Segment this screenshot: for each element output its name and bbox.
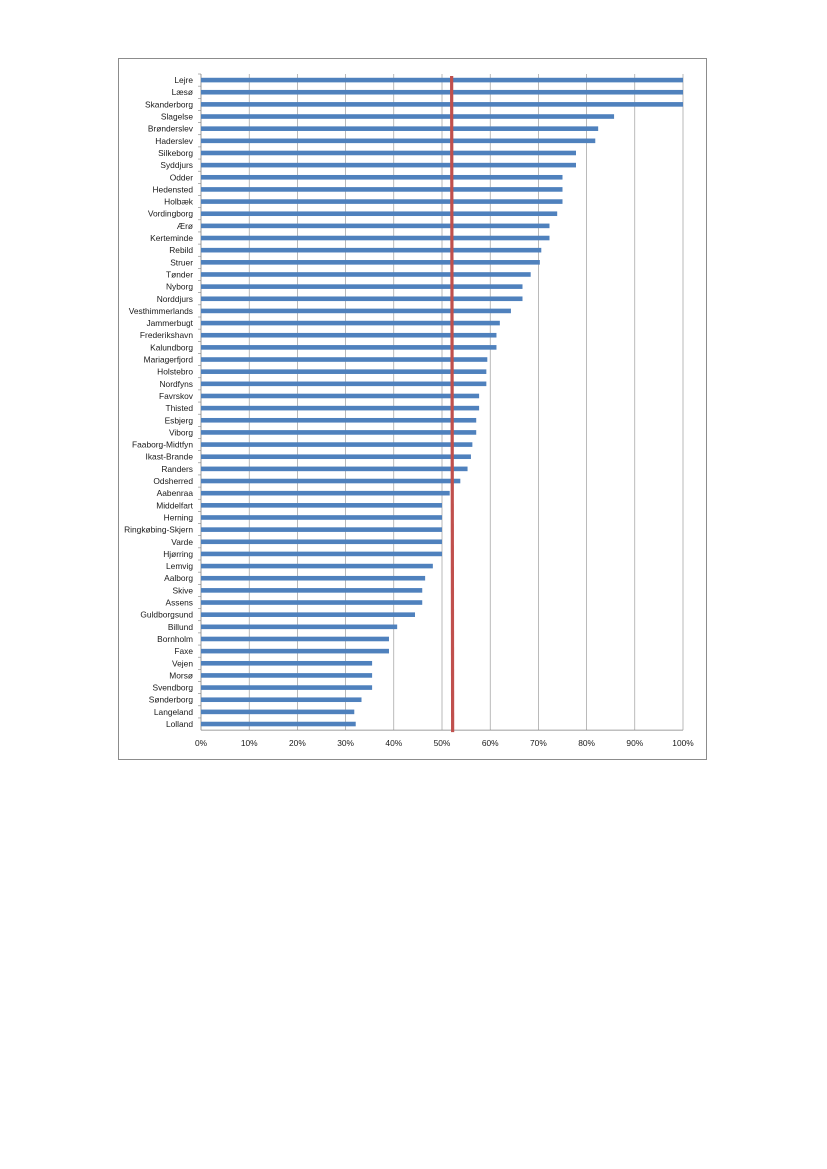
category-label: Silkeborg bbox=[158, 147, 193, 158]
category-label: Jammerbugt bbox=[146, 318, 193, 329]
category-label: Hedensted bbox=[152, 184, 193, 195]
category-label: Ringkøbing-Skjern bbox=[124, 524, 193, 535]
category-label: Middelfart bbox=[156, 500, 193, 511]
bar bbox=[201, 430, 476, 435]
bar bbox=[201, 685, 372, 690]
category-label: Kalundborg bbox=[150, 342, 193, 353]
bar bbox=[201, 151, 576, 156]
category-label: Vesthimmerlands bbox=[128, 305, 193, 316]
bar bbox=[201, 102, 683, 107]
bar bbox=[201, 260, 540, 265]
category-label: Aabenraa bbox=[156, 488, 193, 499]
reference-line bbox=[452, 76, 453, 732]
category-label: Lolland bbox=[165, 719, 193, 730]
x-tick-label: 20% bbox=[289, 738, 306, 749]
category-label: Guldborgsund bbox=[140, 609, 193, 620]
category-label: Odder bbox=[169, 172, 193, 183]
bar bbox=[201, 418, 476, 423]
x-tick-label: 60% bbox=[481, 738, 499, 749]
bar bbox=[201, 503, 442, 508]
bar bbox=[201, 588, 422, 593]
category-label: Lemvig bbox=[166, 561, 193, 572]
category-label: Vordingborg bbox=[147, 208, 193, 219]
bar bbox=[201, 296, 522, 301]
bar bbox=[201, 369, 486, 374]
bar bbox=[201, 576, 425, 581]
bar bbox=[201, 211, 557, 216]
bar bbox=[201, 710, 354, 715]
bar bbox=[201, 78, 683, 83]
category-label: Thisted bbox=[165, 403, 193, 414]
category-label: Mariagerfjord bbox=[143, 354, 193, 365]
bar-chart bbox=[119, 59, 706, 759]
bar bbox=[201, 199, 563, 204]
bar bbox=[201, 454, 471, 459]
x-tick-label: 0% bbox=[194, 738, 208, 749]
category-label: Bornholm bbox=[157, 633, 193, 644]
bar bbox=[201, 187, 563, 192]
category-label: Hjørring bbox=[163, 548, 193, 559]
category-label: Esbjerg bbox=[164, 415, 193, 426]
x-tick-label: 90% bbox=[626, 738, 644, 749]
bar bbox=[201, 673, 372, 678]
bar bbox=[201, 637, 389, 642]
category-label: Haderslev bbox=[155, 135, 193, 146]
bar bbox=[201, 248, 541, 253]
category-label: Herning bbox=[163, 512, 193, 523]
category-label: Morsø bbox=[169, 670, 193, 681]
x-tick-label: 30% bbox=[337, 738, 354, 749]
bar bbox=[201, 722, 356, 727]
bar bbox=[201, 442, 472, 447]
bar bbox=[201, 309, 511, 314]
category-label: Nyborg bbox=[166, 281, 193, 292]
category-label: Sønderborg bbox=[148, 694, 193, 705]
bar bbox=[201, 612, 415, 617]
bar bbox=[201, 272, 531, 277]
bar bbox=[201, 527, 442, 532]
bar bbox=[201, 539, 442, 544]
bar bbox=[201, 515, 442, 520]
bar bbox=[201, 321, 500, 326]
bar bbox=[201, 163, 576, 168]
category-label: Odsherred bbox=[153, 476, 193, 487]
category-label: Rebild bbox=[169, 245, 193, 256]
bar bbox=[201, 236, 549, 241]
category-label: Langeland bbox=[153, 706, 193, 717]
category-label: Skanderborg bbox=[145, 99, 193, 110]
bar bbox=[201, 284, 522, 289]
category-label: Skive bbox=[172, 585, 193, 596]
bar bbox=[201, 661, 372, 666]
category-label: Ærø bbox=[176, 220, 193, 231]
category-label: Læsø bbox=[171, 87, 193, 98]
category-label: Faxe bbox=[174, 646, 193, 657]
bar bbox=[201, 467, 468, 472]
category-label: Kerteminde bbox=[150, 233, 193, 244]
bar bbox=[201, 491, 450, 496]
category-label: Randers bbox=[161, 463, 193, 474]
category-label: Viborg bbox=[168, 427, 193, 438]
bar bbox=[201, 625, 397, 630]
category-label: Brønderslev bbox=[147, 123, 193, 134]
x-tick-label: 40% bbox=[385, 738, 403, 749]
category-label: Holstebro bbox=[157, 366, 193, 377]
bar bbox=[201, 394, 479, 399]
category-label: Slagelse bbox=[160, 111, 193, 122]
bar bbox=[201, 114, 614, 119]
chart-frame bbox=[118, 58, 707, 760]
x-tick-label: 10% bbox=[240, 738, 258, 749]
bar bbox=[201, 139, 595, 144]
bar bbox=[201, 600, 422, 605]
category-label: Tønder bbox=[166, 269, 193, 280]
bar bbox=[201, 697, 362, 702]
bar bbox=[201, 357, 487, 362]
bar bbox=[201, 126, 598, 131]
category-label: Aalborg bbox=[164, 573, 193, 584]
x-tick-label: 70% bbox=[530, 738, 547, 749]
bar bbox=[201, 406, 479, 411]
category-label: Faaborg-Midtfyn bbox=[132, 439, 193, 450]
category-label: Billund bbox=[167, 621, 193, 632]
bar bbox=[201, 382, 486, 387]
category-label: Struer bbox=[170, 257, 193, 268]
bar bbox=[201, 479, 460, 484]
category-label: Favrskov bbox=[159, 390, 193, 401]
category-label: Lejre bbox=[174, 75, 193, 86]
category-label: Svendborg bbox=[152, 682, 193, 693]
bar bbox=[201, 564, 433, 569]
bar bbox=[201, 224, 549, 229]
category-label: Assens bbox=[165, 597, 193, 608]
bar bbox=[201, 552, 442, 557]
x-tick-label: 50% bbox=[433, 738, 451, 749]
x-tick-label: 80% bbox=[578, 738, 595, 749]
category-label: Varde bbox=[171, 536, 193, 547]
category-label: Nordfyns bbox=[159, 378, 193, 389]
bar bbox=[201, 90, 683, 95]
category-label: Syddjurs bbox=[160, 160, 193, 171]
bar bbox=[201, 649, 389, 654]
category-label: Norddjurs bbox=[156, 293, 193, 304]
category-label: Vejen bbox=[172, 658, 193, 669]
category-label: Ikast-Brande bbox=[145, 451, 193, 462]
category-label: Holbæk bbox=[164, 196, 193, 207]
category-label: Frederikshavn bbox=[139, 330, 193, 341]
bar bbox=[201, 175, 563, 180]
x-tick-label: 100% bbox=[672, 738, 694, 749]
